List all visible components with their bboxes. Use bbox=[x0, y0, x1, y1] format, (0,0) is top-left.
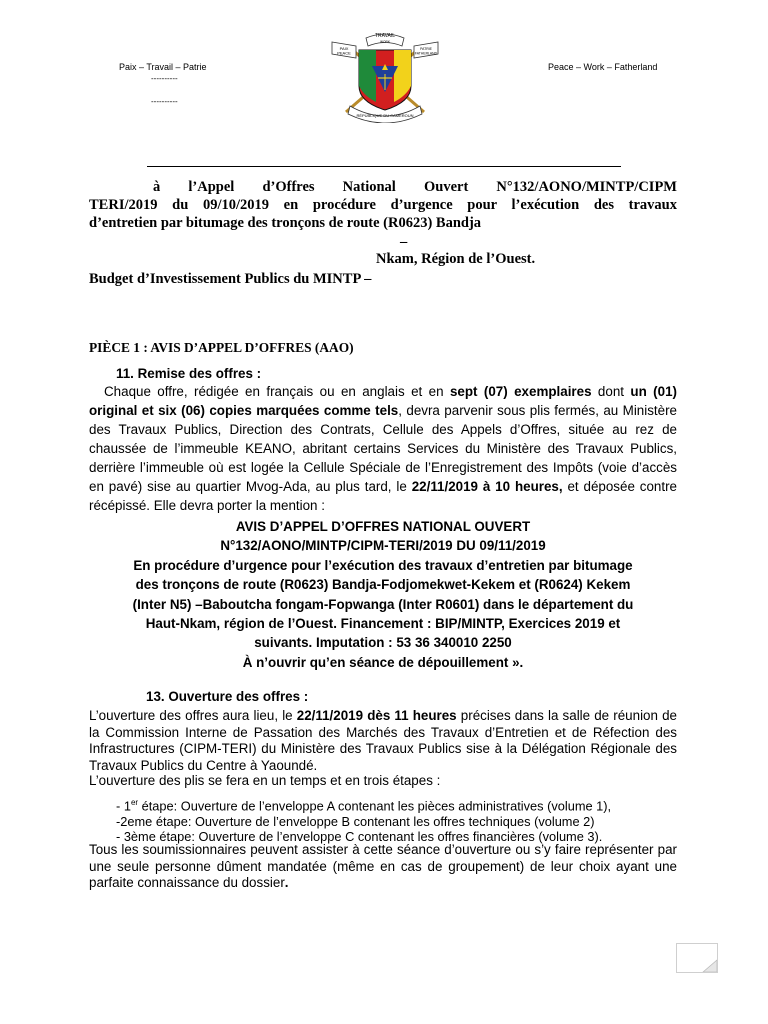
s11-deadline: 22/11/2019 à 10 heures, bbox=[411, 479, 563, 494]
s11-text-g: et déposée contre récépissé. Elle devra porter la mention : bbox=[89, 479, 677, 513]
header-divider bbox=[147, 166, 621, 167]
step-prefix: - 1 bbox=[116, 798, 131, 814]
step-item bbox=[116, 795, 686, 814]
s11-text-e: , devra parvenir sous plis fermés, au Ministère des Travaux Publics, Direction des Contrats, Cellule des Appels d’Offres, située au rez de chaussée de l’immeuble KEANO, abritant certains Services du Ministère des Travaux Publics, derrière l’immeuble où est logée la Cellule Spéciale de l’Enregistrement des Impôts (voie d’accès en pavé) sise au quartier Mvog-Ada, au plus tard, le bbox=[89, 403, 677, 494]
s13-text-c: précises dans la salle de réunion de la Commission Interne de Passation des Marchés des Travaux d’Entretien et de Réfection des Infrastructures (CIPM-TERI) du Ministère des Travaux Publics sise à la Délégation Régionale des Travaux Publics du Centre à Yaoundé. bbox=[89, 708, 677, 773]
left-dashes-1: ---------- bbox=[151, 74, 178, 83]
piece-title: PIÈCE 1 : AVIS D’APPEL D’OFFRES (AAO) bbox=[89, 340, 354, 355]
emblem-left-ribbon: PAIX PEACE bbox=[337, 46, 351, 56]
s13-text-a: L’ouverture des offres aura lieu, le bbox=[89, 708, 297, 723]
s11-copies-count: sept (07) exemplaires bbox=[449, 384, 592, 399]
step-sup: er bbox=[130, 798, 139, 807]
s11-text-a: Chaque offre, rédigée en français ou en anglais et en bbox=[104, 384, 450, 399]
s11-copies-detail: un (01) original et six (06) copies marquées comme tels bbox=[89, 384, 677, 418]
title-line-6: Budget d’Investissement Publics du MINTP – bbox=[89, 271, 372, 287]
tender-mention-block bbox=[89, 517, 677, 672]
mention-line-4: des tronçons de route (R0623) Bandja-Fodjomekwet-Kekem et (R0624) Kekem bbox=[135, 577, 631, 593]
right-motto: Peace – Work – Fatherland bbox=[548, 62, 658, 72]
step-prefix: -2eme étape: bbox=[116, 813, 195, 829]
tender-title bbox=[89, 178, 677, 232]
step-item bbox=[116, 814, 686, 830]
mention-line-5: (Inter N5) –Baboutcha fongam-Fopwanga (Inter R0601) dans le département du bbox=[132, 596, 634, 612]
title-line-1: à l’Appel d’Offres National Ouvert N°132/AONO/MINTP/CIPM bbox=[153, 179, 677, 195]
section-13-paragraph-3 bbox=[89, 842, 677, 892]
s13-p3-end: . bbox=[284, 875, 289, 890]
mention-line-1: AVIS D’APPEL D’OFFRES NATIONAL OUVERT bbox=[235, 519, 531, 534]
step-text: Ouverture de l’enveloppe C contenant les offres financières (volume 3). bbox=[198, 829, 603, 845]
emblem-bottom-ribbon: RÉPUBLIQUE DU CAMEROUN bbox=[356, 113, 414, 118]
title-line-2: TERI/2019 du 09/10/2019 en procédure d’urgence pour l’exécution des travaux bbox=[89, 197, 677, 213]
mention-line-7: suivants. Imputation : 53 36 340010 2250 bbox=[254, 635, 512, 651]
page-corner-icon bbox=[676, 943, 718, 973]
section-13-heading: 13. Ouverture des offres : bbox=[146, 689, 309, 704]
left-dashes-2: ---------- bbox=[151, 97, 178, 106]
emblem-right-ribbon: PATRIE FATHERLAND bbox=[414, 47, 438, 56]
s13-opening-date: 22/11/2019 dès 11 heures bbox=[296, 708, 457, 723]
section-11-paragraph bbox=[89, 382, 677, 515]
section-13-paragraph-1 bbox=[89, 708, 677, 774]
emblem-top-ribbon: TRAVAIL bbox=[374, 33, 396, 39]
left-motto: Paix – Travail – Patrie bbox=[119, 62, 207, 72]
section-13-paragraph-2: L’ouverture des plis se fera en un temps et en trois étapes : bbox=[89, 773, 441, 788]
step-prefix: - 3ème étape: bbox=[116, 829, 199, 845]
section-11-heading: 11. Remise des offres : bbox=[116, 366, 262, 381]
mention-line-2: N°132/AONO/MINTP/CIPM-TERI/2019 DU 09/11/2019 bbox=[220, 538, 546, 554]
emblem-top-subtext: WORK bbox=[380, 40, 390, 44]
coat-of-arms bbox=[326, 28, 444, 123]
mention-line-3: En procédure d’urgence pour l’exécution des travaux d’entretien par bitumage bbox=[133, 557, 633, 573]
step-text: étape: Ouverture de l’enveloppe A contenant les pièces administratives (volume 1), bbox=[138, 798, 612, 814]
mention-line-8: À n’ouvrir qu’en séance de dépouillement ». bbox=[242, 654, 524, 670]
s11-text-c: dont bbox=[591, 384, 631, 399]
title-line-3: d’entretien par bitumage des tronçons de route (R0623) Bandja bbox=[89, 215, 482, 231]
mention-line-6: Haut-Nkam, région de l’Ouest. Financement : BIP/MINTP, Exercices 2019 et bbox=[145, 616, 621, 632]
s13-p3-text: Tous les soumissionnaires peuvent assister à cette séance d’ouverture ou s’y faire représenter par une seule personne dûment mandatée (même en cas de groupement) de leur choix ayant une parfaite connaissance du dossier bbox=[89, 842, 677, 890]
cameroon-coat-of-arms-icon bbox=[326, 28, 444, 123]
title-line-4: – bbox=[400, 234, 408, 250]
title-line-5: Nkam, Région de l’Ouest. bbox=[376, 251, 536, 267]
opening-steps-list bbox=[116, 795, 686, 845]
step-text: Ouverture de l’enveloppe B contenant les offres techniques (volume 2) bbox=[194, 813, 595, 829]
